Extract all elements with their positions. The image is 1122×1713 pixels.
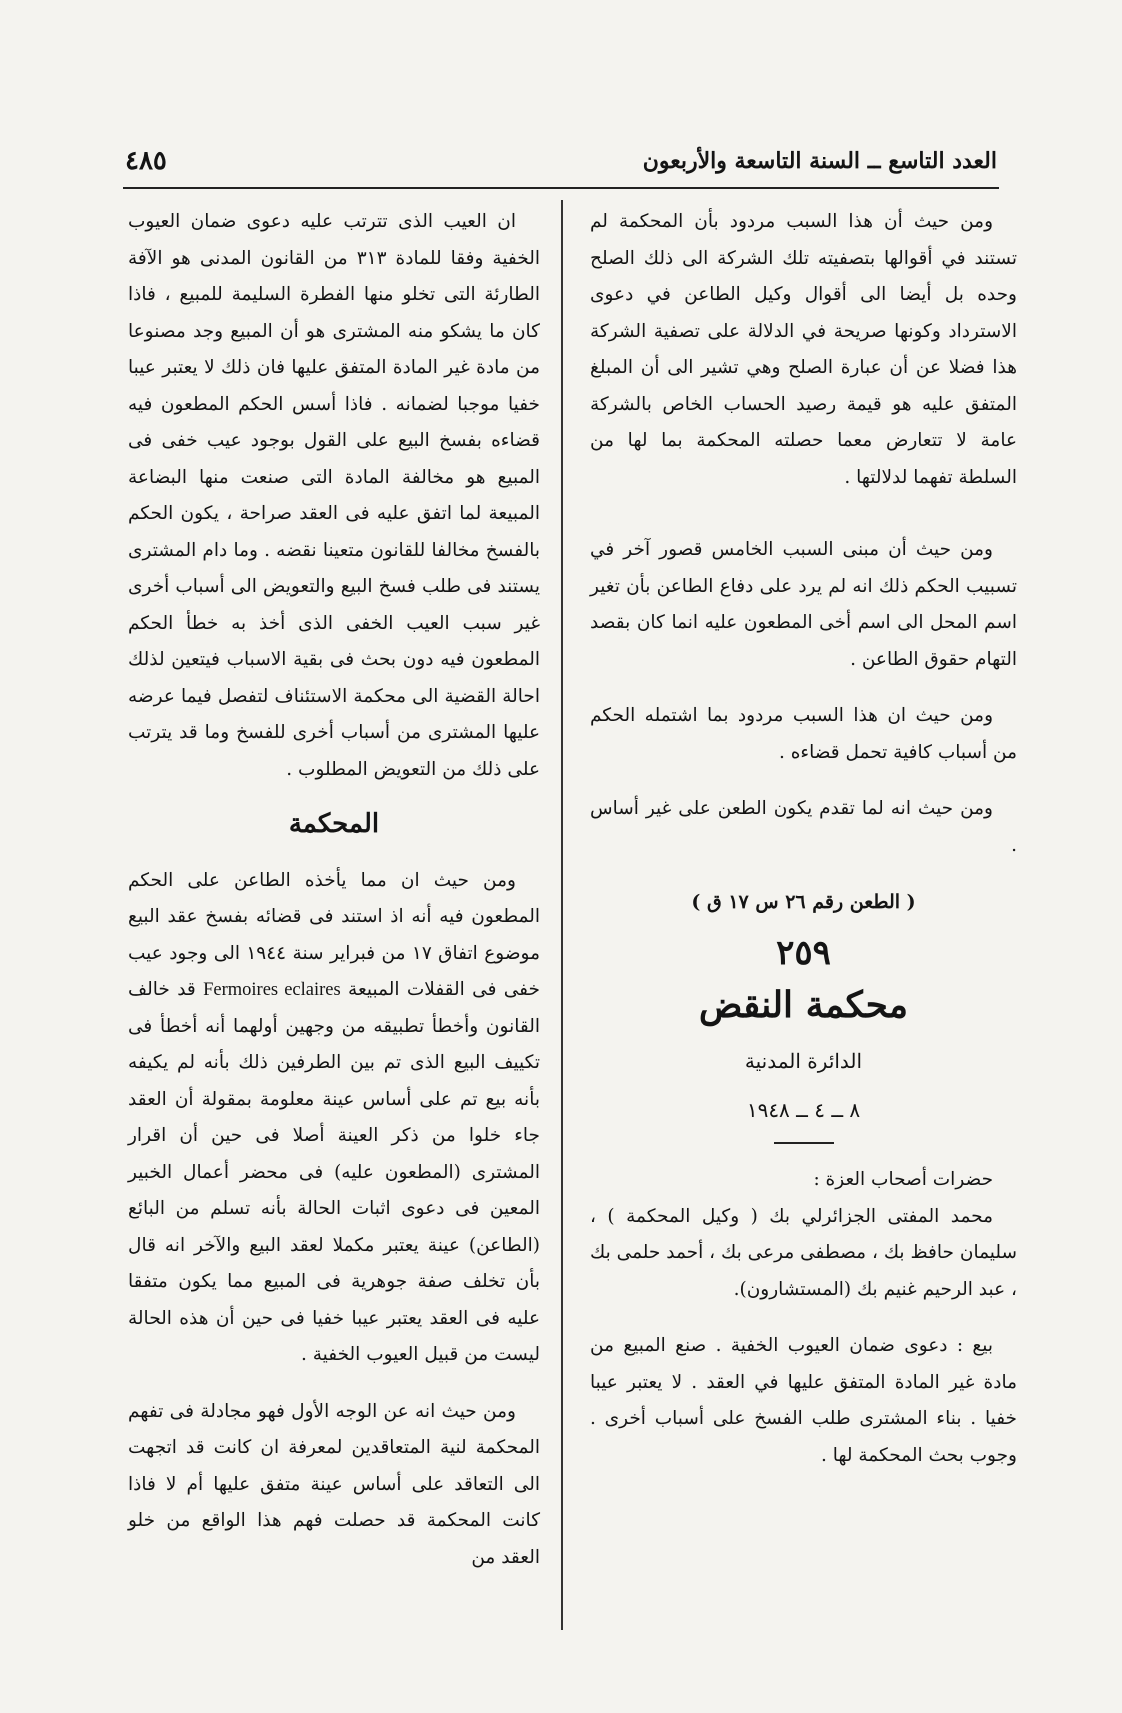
paragraph: ومن حيث انه عن الوجه الأول فهو مجادلة فى تفهم المحكمة لنية المتعاقدين لمعرفة ان كانت قد اتجهت الى التعاقد على أساس عينة متفق عليها أم لا فاذا كانت المحكمة قد حصلت فهم هذا الواقع من خلو العقد من bbox=[128, 1400, 540, 1568]
paragraph: ومن حيث انه لما تقدم يكون الطعن على غير أساس . bbox=[590, 798, 1017, 856]
short-rule bbox=[774, 1142, 834, 1144]
page-number: ٤٨٥ bbox=[125, 146, 167, 176]
case-summary: بيع : دعوى ضمان العيوب الخفية . صنع المبيع من مادة غير المادة المتفق عليها في العقد . لا يعتبر عيبا خفيا . بناء المشترى طلب الفسخ على أسباب أخرى . وجوب بحث المحكمة لها . bbox=[590, 1335, 1017, 1466]
paragraph: ومن حيث ان هذا السبب مردود بما اشتمله الحكم من أسباب كافية تحمل قضاءه . bbox=[590, 705, 1017, 763]
presence-line: حضرات أصحاب العزة : bbox=[813, 1169, 993, 1190]
court-name: محكمة النقض bbox=[698, 984, 909, 1026]
appeal-reference: ( الطعن رقم ٢٦ س ١٧ ق ) bbox=[691, 891, 916, 913]
paragraph: ومن حيث أن هذا السبب مردود بأن المحكمة لم تستند في أقوالها بتصفيته تلك الشركة الى ذلك الصلح وحده بل أيضا الى أقوال وكيل الطاعن في دعوى الاسترداد وكونها صريحة في الدلالة على تصفية الشركة هذا فضلا عن أن عبارة الصلح وهي تشير الى أن المبلغ المتفق عليه هو قيمة رصيد الحساب الخاص بالشركة عامة لا تتعارض معما حصلته المحكمة بما لها من السلطة تفهما لدلالتها . bbox=[590, 211, 1017, 488]
paragraph-part: ومن حيث ان مما يأخذه الطاعن على الحكم المطعون فيه أنه اذ استند فى قضائه بفسخ عقد البيع موضوع اتفاق ١٧ من فبراير سنة ١٩٤٤ الى وجود عيب خفى فى القفلات المبيعة bbox=[128, 869, 540, 1000]
running-title: العدد التاسع ــ السنة التاسعة والأربعون bbox=[642, 148, 997, 174]
circuit-name: الدائرة المدنية bbox=[744, 1049, 863, 1073]
paragraph: ومن حيث أن مبنى السبب الخامس قصور آخر في تسبيب الحكم ذلك انه لم يرد على دفاع الطاعن بأن تغير اسم المحل الى اسم أخى المطعون عليه انما كان بقصد التهام حقوق الطاعن . bbox=[590, 539, 1017, 670]
section-heading: المحكمة bbox=[288, 809, 380, 839]
case-number: ٢٥٩ bbox=[776, 932, 831, 973]
page-header bbox=[125, 140, 997, 182]
paragraph-part: قد خالف القانون وأخطأ تطبيقه من وجهين أولهما أنه أخطأ فى تكييف البيع الذى تم بين الطرفين ذلك بأنه لم يكيفه بأنه بيع تم على أساس عينة معلومة بمقولة أن العقد جاء خلوا من ذكر العينة أصلا فى حين أن اقرار المشترى (المطعون عليه) فى محضر أعمال الخبير المعين فى دعوى اثبات الحالة بأنه تسلم من البائع (الطاعن) عينة يعتبر مكملا لعقد البيع والآخر انه قال بأن تخلف صفة جوهرية فى المبيع مما يكون متفقا عليه فى العقد يعتبر عيبا خفيا فى حين أن هذه الحالة ليست من قبيل العيوب الخفية . bbox=[128, 979, 540, 1365]
column-divider bbox=[561, 200, 563, 1630]
judges-list: محمد المفتى الجزائرلي بك ( وكيل المحكمة ) ، سليمان حافظ بك ، مصطفى مرعى بك ، أحمد حلمى بك ، عبد الرحيم غنيم بك (المستشارون). bbox=[590, 1205, 1017, 1300]
header-rule bbox=[123, 187, 999, 189]
legal-principle: ان العيب الذى تترتب عليه دعوى ضمان العيوب الخفية وفقا للمادة ٣١٣ من القانون المدنى هو الآفة الطارئة التى تخلو منها الفطرة السليمة للمبيع ، فاذا كان ما يشكو منه المشترى هو أن المبيع وجد مصنوعا من مادة غير المادة المتفق عليها فان ذلك لا يعتبر عيبا خفيا موجبا لضمانه . فاذا أسس الحكم المطعون فيه قضاءه بفسخ البيع على القول بوجود عيب خفى فى المبيع هو مخالفة المادة التى صنعت منها البضاعة المبيعة لما اتفق عليه فى العقد صراحة ، يكون الحكم بالفسخ مخالفا للقانون متعينا نقضه . وما دام المشترى يستند فى طلب فسخ البيع والتعويض الى أسباب أخرى غير سبب العيب الخفى الذى أخذ به خطأ الحكم المطعون فيه دون بحث فى بقية الاسباب فيتعين لذلك احالة القضية الى محكمة الاستئناف لتفصل فيما عرضه عليها المشترى من أسباب أخرى للفسخ وما قد يترتب على ذلك من التعويض المطلوب . bbox=[128, 211, 540, 780]
paragraph bbox=[128, 863, 540, 1374]
judgment-date: ٨ ــ ٤ ــ ١٩٤٨ bbox=[746, 1097, 861, 1122]
left-column bbox=[128, 204, 540, 1576]
right-column bbox=[590, 204, 1017, 1474]
latin-term: Fermoires eclaires bbox=[203, 980, 341, 1000]
